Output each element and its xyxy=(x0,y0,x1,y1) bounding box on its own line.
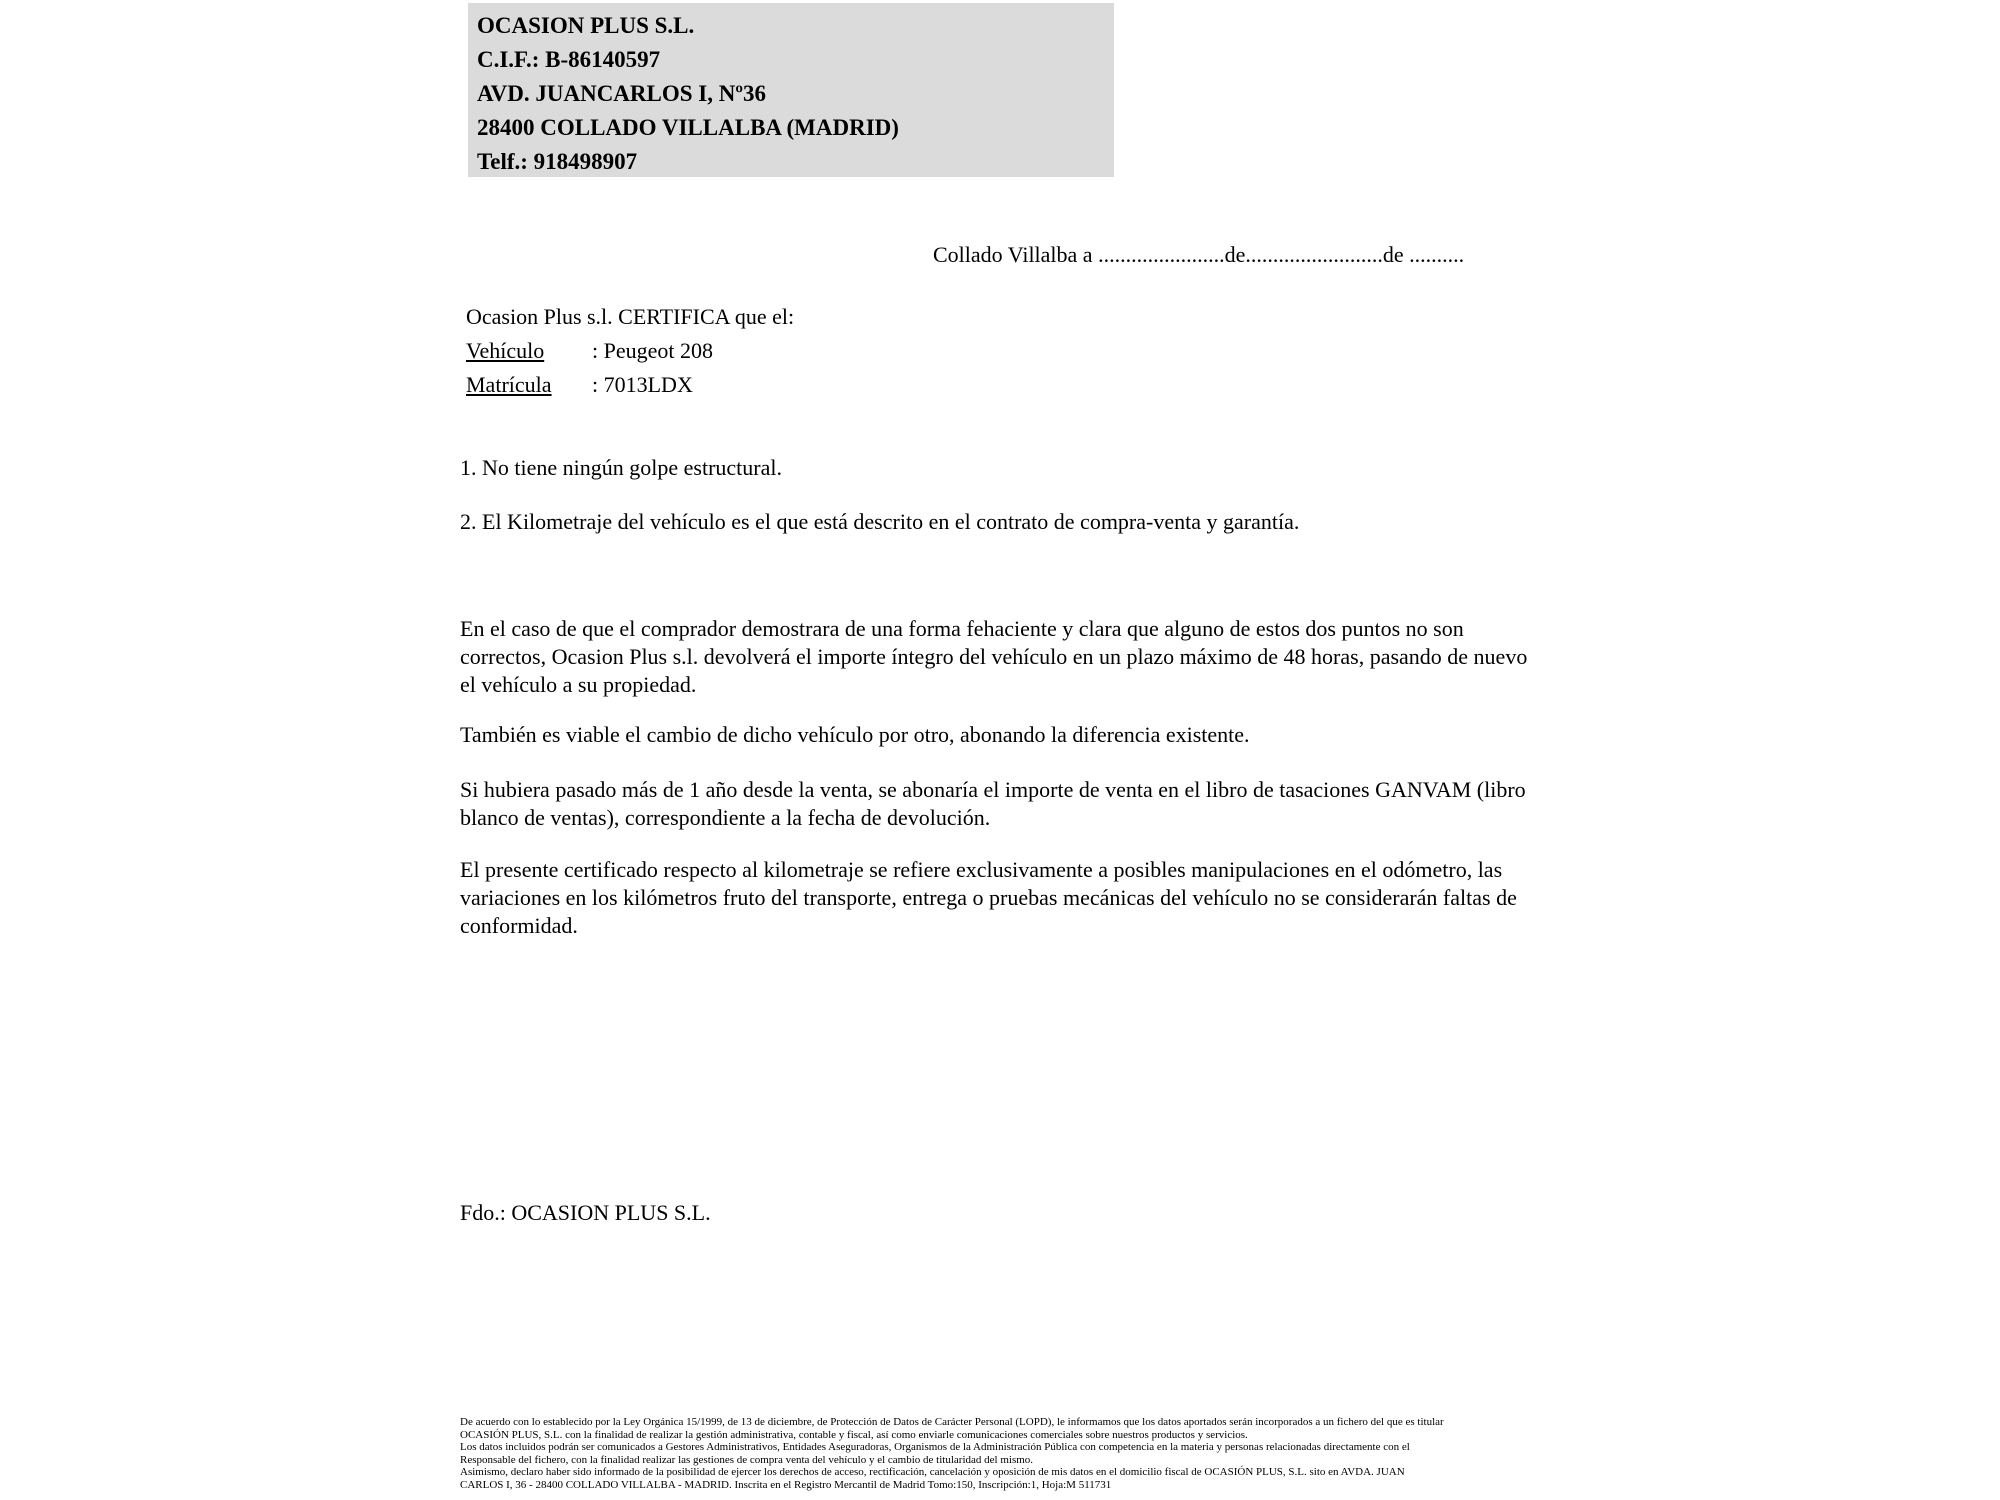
paragraph-ganvam-valuation: Si hubiera pasado más de 1 año desde la venta, se abonaría el importe de venta en el libro de tasaciones GANVAM (libro blanco de ventas), correspondiente a la fecha de devolución. xyxy=(460,777,1526,830)
vehicle-value: : Peugeot 208 xyxy=(592,338,713,363)
legal-footer xyxy=(460,1416,1444,1491)
company-cif: C.I.F.: B-86140597 xyxy=(477,47,661,72)
plate-row xyxy=(466,368,794,402)
plate-value: : 7013LDX xyxy=(592,372,693,397)
certification-intro: Ocasion Plus s.l. CERTIFICA que el: xyxy=(466,304,795,329)
plate-label: Matrícula xyxy=(466,372,552,397)
company-address: AVD. JUANCARLOS I, Nº36 xyxy=(477,81,766,106)
legal-footer-line: Responsable del fichero, con la finalidad realizar las gestiones de compra venta del vehículo y el cambio de titularidad del mismo. xyxy=(460,1453,1034,1466)
vehicle-row xyxy=(466,334,794,368)
legal-footer-line: CARLOS I, 36 - 28400 COLLADO VILLALBA - MADRID. Inscrita en el Registro Mercantil de Madrid Tomo:150, Inscripción:1, Hoja:M 511731 xyxy=(460,1478,1112,1491)
paragraph-odometer-disclaimer: El presente certificado respecto al kilometraje se refiere exclusivamente a posibles manipulaciones en el odómetro, las variaciones en los kilómetros fruto del transporte, entrega o pruebas mecánicas del vehículo no se considerarán faltas de conformidad. xyxy=(460,857,1517,938)
legal-footer-line: OCASIÓN PLUS, S.L. con la finalidad de realizar la gestión administrativa, contable y fiscal, así como enviarle comunicaciones comerciales sobre nuestros productos y servicios. xyxy=(460,1428,1248,1441)
certified-point-2: 2. El Kilometraje del vehículo es el que está descrito en el contrato de compra-venta y garantía. xyxy=(460,509,1300,534)
certification-block xyxy=(466,300,794,402)
company-city: 28400 COLLADO VILLALBA (MADRID) xyxy=(477,115,899,140)
signature-line: Fdo.: OCASION PLUS S.L. xyxy=(460,1200,711,1225)
paragraph-exchange-option: También es viable el cambio de dicho vehículo por otro, abonando la diferencia existente. xyxy=(460,722,1250,747)
company-header-block xyxy=(468,3,1114,177)
date-fill-in-line: Collado Villalba a .......................de.........................de .......... xyxy=(933,242,1465,267)
legal-footer-line: Asimismo, declaro haber sido informado de la posibilidad de ejercer los derechos de acceso, rectificación, cancelación y oposición de mis datos en el domicilio fiscal de OCASIÓN PLUS, S.L. sito en AVDA. JUAN xyxy=(460,1466,1405,1478)
legal-footer-line: Los datos incluidos podrán ser comunicados a Gestores Administrativos, Entidades Aseguradoras, Organismos de la Administración Pública con competencia en la materia y personas relacionadas directamente con el xyxy=(460,1441,1410,1453)
company-name: OCASION PLUS S.L. xyxy=(477,13,695,38)
legal-footer-line: De acuerdo con lo establecido por la Ley Orgánica 15/1999, de 13 de diciembre, de Protección de Datos de Carácter Personal (LOPD), le informamos que los datos aportados serán incorporados a un fichero del que es titular xyxy=(460,1416,1444,1428)
company-phone: Telf.: 918498907 xyxy=(477,149,638,174)
paragraph-refund-policy: En el caso de que el comprador demostrara de una forma fehaciente y clara que alguno de estos dos puntos no son correctos, Ocasion Plus s.l. devolverá el importe íntegro del vehículo en un plazo máximo de 48 horas, pasando de nuevo el vehículo a su propiedad. xyxy=(460,616,1528,697)
certified-point-1: 1. No tiene ningún golpe estructural. xyxy=(460,455,782,480)
vehicle-label: Vehículo xyxy=(466,338,545,363)
